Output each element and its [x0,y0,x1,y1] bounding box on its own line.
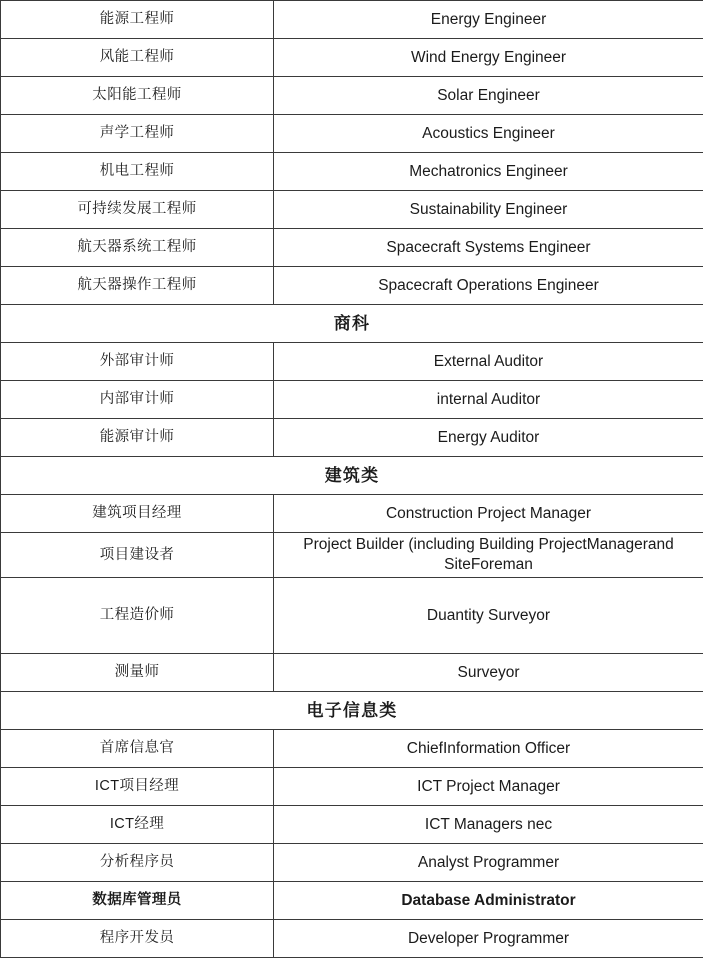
table-row [1,844,703,882]
occupation-name-en: Spacecraft Systems Engineer [274,229,703,267]
occupation-table-body [1,1,703,958]
table-row [1,730,703,768]
table-row [1,381,703,419]
table-row [1,768,703,806]
table-row [1,77,703,115]
occupation-name-zh: 首席信息官 [1,730,274,768]
occupation-name-zh: 能源工程师 [1,1,274,39]
table-row [1,115,703,153]
table-row [1,39,703,77]
occupation-name-en: Energy Auditor [274,419,703,457]
occupation-name-zh: ICT项目经理 [1,768,274,806]
occupation-name-zh: 能源审计师 [1,419,274,457]
table-row [1,578,703,654]
occupation-name-zh: ICT经理 [1,806,274,844]
table-row [1,267,703,305]
category-header-row [1,305,703,343]
occupation-name-en: Surveyor [274,654,703,692]
occupation-name-zh: 数据库管理员 [1,882,274,920]
occupation-name-en: Wind Energy Engineer [274,39,703,77]
occupation-name-zh: 机电工程师 [1,153,274,191]
category-header-row [1,457,703,495]
table-row [1,191,703,229]
occupation-name-zh: 声学工程师 [1,115,274,153]
occupation-name-zh: 航天器操作工程师 [1,267,274,305]
occupation-name-en: Database Administrator [274,882,703,920]
occupation-name-zh: 项目建设者 [1,533,274,578]
occupation-name-zh: 建筑项目经理 [1,495,274,533]
occupation-name-en: Mechatronics Engineer [274,153,703,191]
occupation-name-en: internal Auditor [274,381,703,419]
occupation-name-zh: 外部审计师 [1,343,274,381]
occupation-name-en: Developer Programmer [274,920,703,958]
table-row [1,533,703,578]
occupation-name-en: ICT Project Manager [274,768,703,806]
occupation-name-en: ChiefInformation Officer [274,730,703,768]
occupation-name-en: External Auditor [274,343,703,381]
occupation-name-zh: 航天器系统工程师 [1,229,274,267]
occupation-name-en: Project Builder (including Building ProjectManagerand SiteForeman [274,533,703,578]
occupation-name-zh: 太阳能工程师 [1,77,274,115]
occupation-name-en: Acoustics Engineer [274,115,703,153]
table-row [1,495,703,533]
occupation-name-zh: 程序开发员 [1,920,274,958]
table-row [1,153,703,191]
category-header-row [1,692,703,730]
occupation-name-en: Sustainability Engineer [274,191,703,229]
occupation-name-en: Solar Engineer [274,77,703,115]
category-label: 商科 [1,305,703,343]
table-row [1,343,703,381]
table-row [1,419,703,457]
occupation-name-zh: 测量师 [1,654,274,692]
occupation-name-zh: 可持续发展工程师 [1,191,274,229]
occupation-name-zh: 风能工程师 [1,39,274,77]
table-row [1,920,703,958]
occupation-name-zh: 分析程序员 [1,844,274,882]
occupation-name-zh: 内部审计师 [1,381,274,419]
table-row [1,654,703,692]
table-row-highlighted [1,882,703,920]
occupation-name-en: Duantity Surveyor [274,578,703,654]
category-label: 电子信息类 [1,692,703,730]
occupation-name-en: Spacecraft Operations Engineer [274,267,703,305]
table-row [1,1,703,39]
occupation-name-en: Analyst Programmer [274,844,703,882]
occupation-name-en: ICT Managers nec [274,806,703,844]
occupation-name-zh: 工程造价师 [1,578,274,654]
table-row [1,229,703,267]
category-label: 建筑类 [1,457,703,495]
table-row [1,806,703,844]
occupation-name-en: Construction Project Manager [274,495,703,533]
occupation-name-en: Energy Engineer [274,1,703,39]
